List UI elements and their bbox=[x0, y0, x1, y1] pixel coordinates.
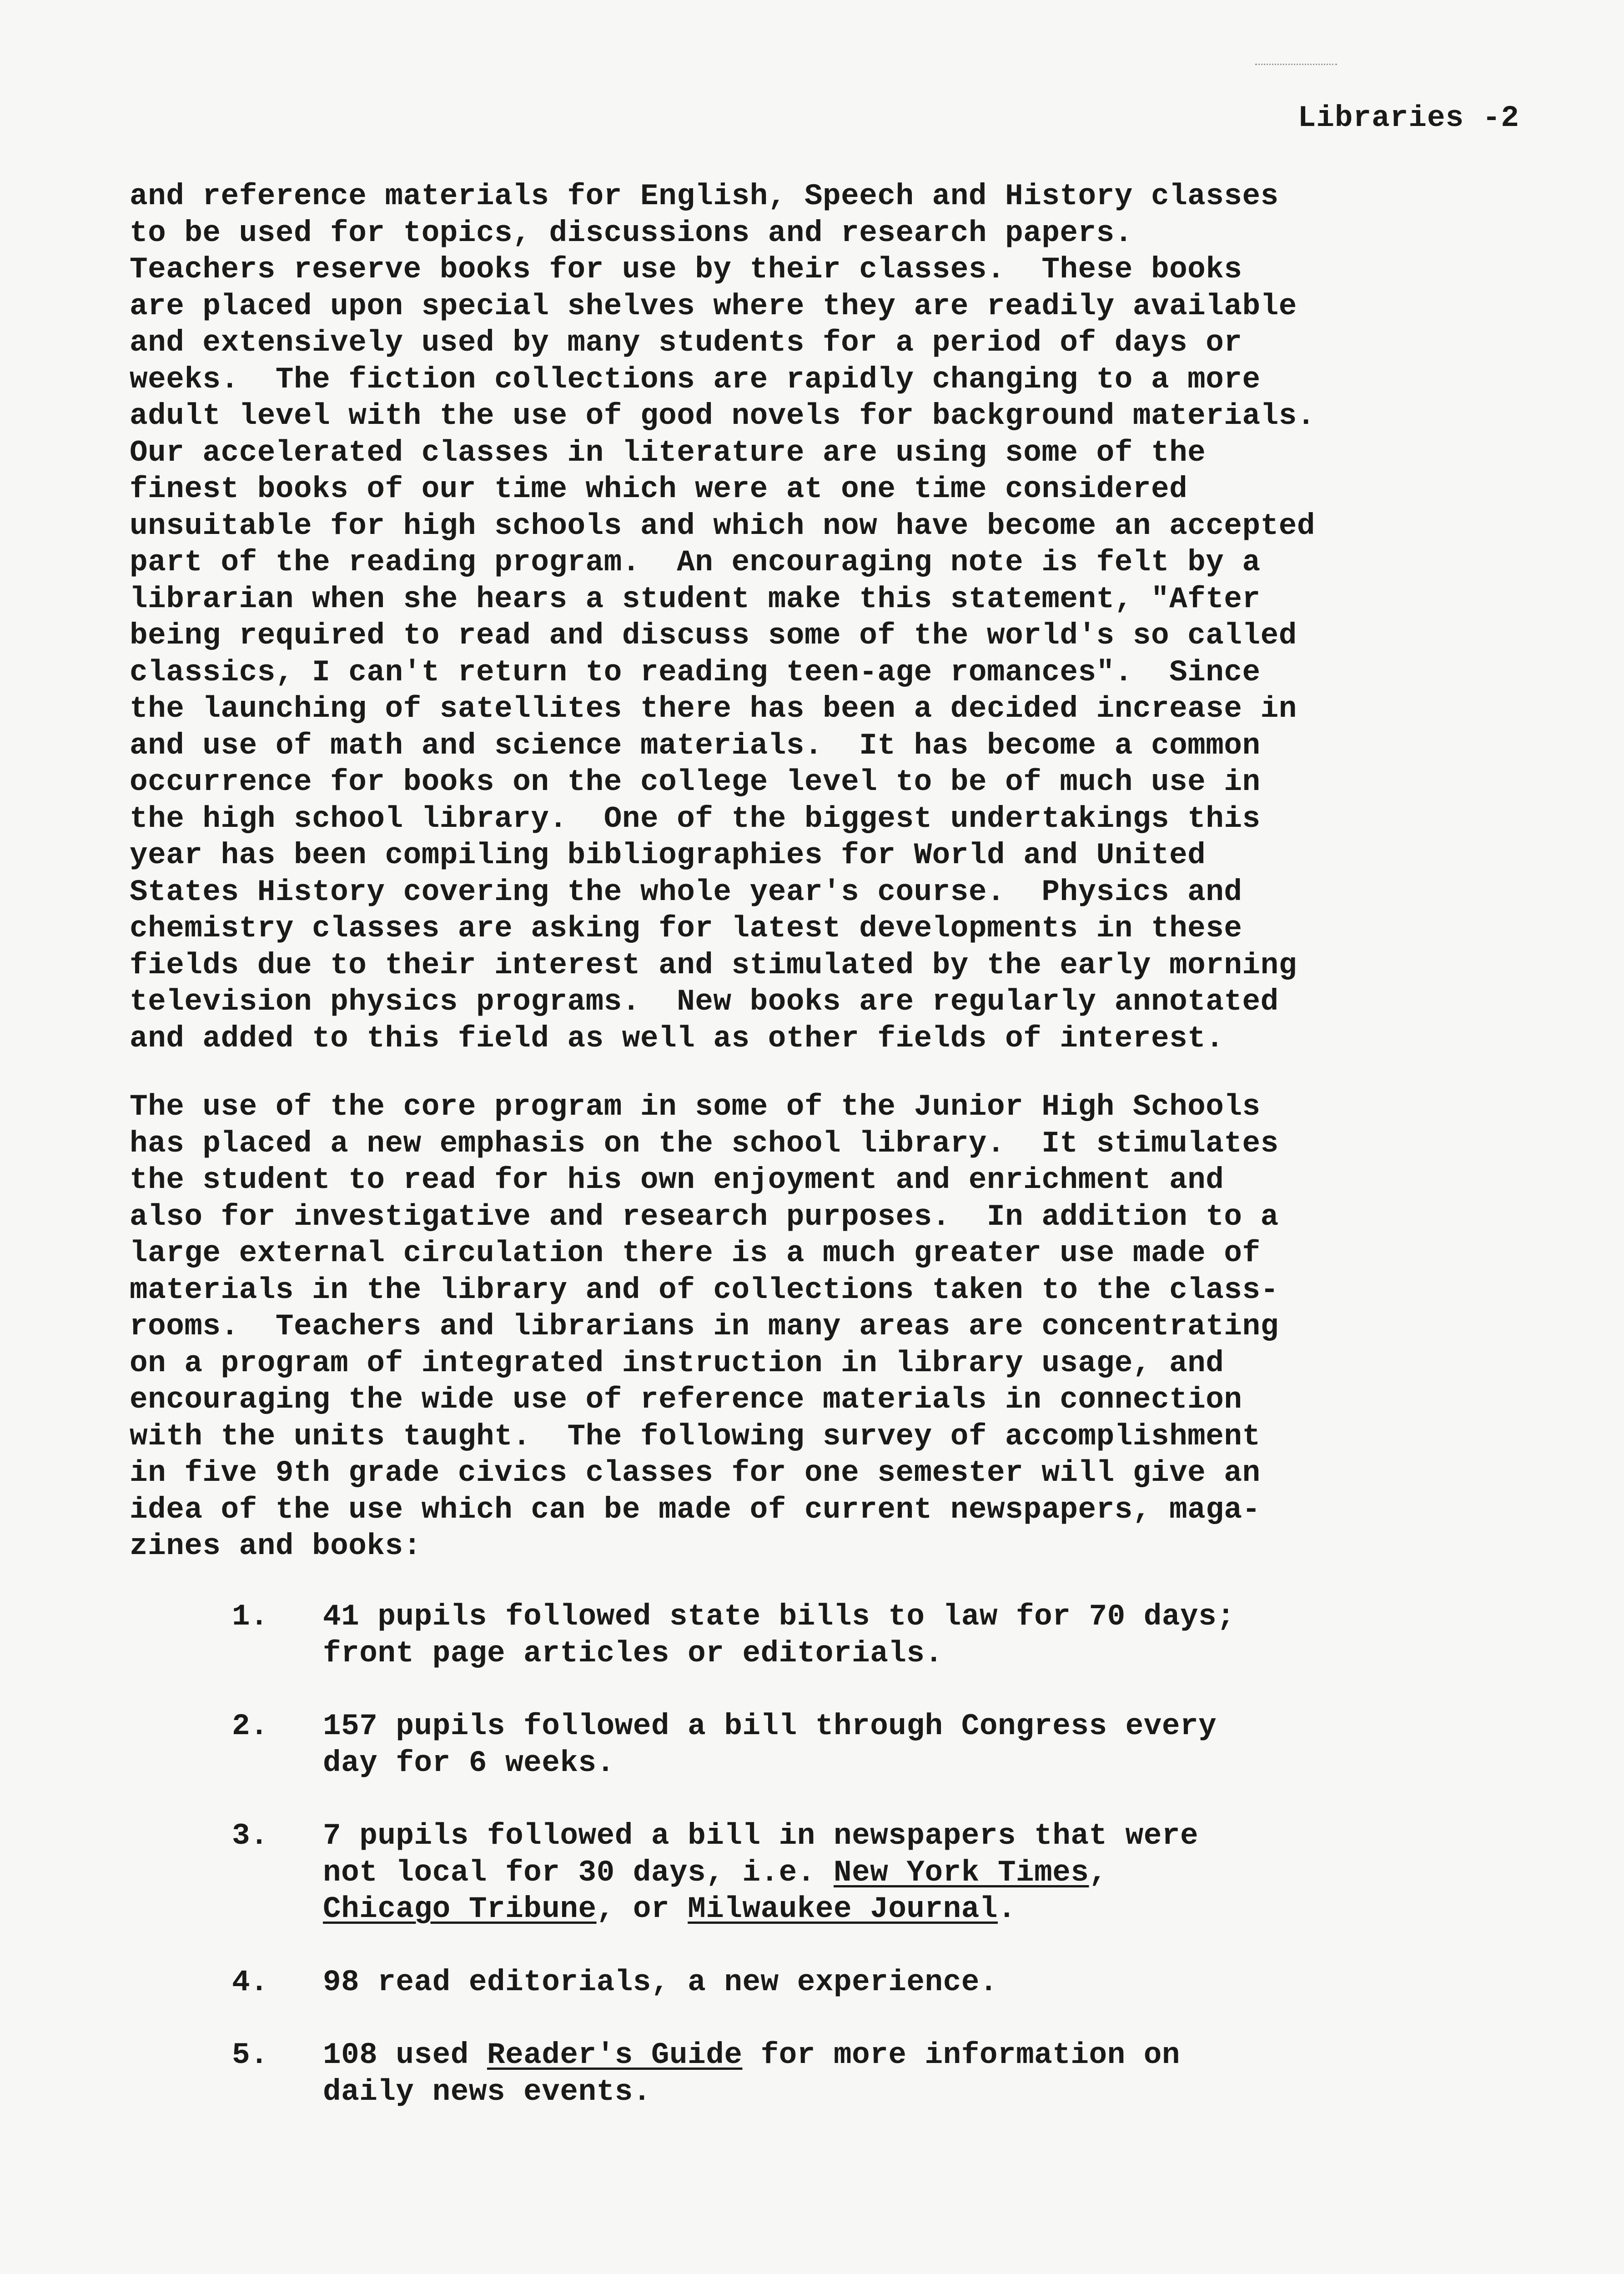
list-item-text: 41 pupils followed state bills to law for 70 days; front page articles or editorials. bbox=[323, 1600, 1235, 1670]
text-line: Our accelerated classes in literature are using some of the bbox=[130, 435, 1206, 470]
text-line: in five 9th grade civics classes for one semester will give an bbox=[130, 1456, 1261, 1490]
text-line: unsuitable for high schools and which now have become an accepted bbox=[130, 508, 1315, 543]
paragraph-2 bbox=[130, 1089, 1558, 1565]
text-line: The use of the core program in some of the Junior High Schools bbox=[130, 1090, 1261, 1124]
text-line: with the units taught. The following survey of accomplishment bbox=[130, 1419, 1261, 1454]
text-line: chemistry classes are asking for latest developments in these bbox=[130, 911, 1242, 946]
text-line: also for investigative and research purposes. In addition to a bbox=[130, 1199, 1279, 1234]
text-line: the high school library. One of the biggest undertakings this bbox=[130, 801, 1261, 836]
list-number: 3. bbox=[232, 1819, 269, 1853]
text-line: and use of math and science materials. It has become a common bbox=[130, 728, 1261, 763]
list-item-1 bbox=[232, 1599, 1551, 1672]
text-line: to be used for topics, discussions and research papers. bbox=[130, 216, 1133, 250]
text-line: and added to this field as well as other fields of interest. bbox=[130, 1021, 1224, 1056]
list-item-4 bbox=[232, 1964, 1551, 2001]
text-line: are placed upon special shelves where they are readily available bbox=[130, 289, 1297, 323]
text-line: zines and books: bbox=[130, 1529, 422, 1563]
scan-artifact bbox=[1255, 64, 1337, 67]
text-line: fields due to their interest and stimulated by the early morning bbox=[130, 948, 1297, 982]
list-number: 2. bbox=[232, 1709, 269, 1743]
text-line: States History covering the whole year's course. Physics and bbox=[130, 875, 1242, 909]
survey-list bbox=[232, 1599, 1551, 2147]
text-line: the launching of satellites there has been a decided increase in bbox=[130, 692, 1297, 726]
list-item-3 bbox=[232, 1818, 1551, 1928]
text-line: large external circulation there is a much greater use made of bbox=[130, 1236, 1261, 1270]
text-line: the student to read for his own enjoyment and enrichment and bbox=[130, 1163, 1224, 1197]
text-line: classics, I can't return to reading teen-age romances". Since bbox=[130, 655, 1261, 689]
text-line: and reference materials for English, Speech and History classes bbox=[130, 179, 1279, 213]
newspaper-title: Chicago Tribune bbox=[323, 1892, 597, 1926]
text-line: Teachers reserve books for use by their classes. These books bbox=[130, 252, 1242, 287]
text-line: encouraging the wide use of reference materials in connection bbox=[130, 1383, 1242, 1417]
list-number: 4. bbox=[232, 1965, 269, 1999]
page-label: Libraries -2 bbox=[1297, 101, 1519, 135]
text-line: has placed a new emphasis on the school library. It stimulates bbox=[130, 1126, 1279, 1161]
list-item-text: 157 pupils followed a bill through Congress every day for 6 weeks. bbox=[323, 1709, 1217, 1780]
publication-title: Reader's Guide bbox=[487, 2038, 743, 2072]
list-number: 1. bbox=[232, 1600, 269, 1634]
text-line: adult level with the use of good novels for background materials. bbox=[130, 399, 1315, 433]
paragraph-1 bbox=[130, 178, 1558, 1057]
text-line: rooms. Teachers and librarians in many areas are concentrating bbox=[130, 1309, 1279, 1343]
list-item-text: 98 read editorials, a new experience. bbox=[323, 1965, 998, 1999]
text-line: on a program of integrated instruction in library usage, and bbox=[130, 1346, 1224, 1380]
newspaper-title: New York Times bbox=[833, 1855, 1089, 1890]
text-line: being required to read and discuss some of the world's so called bbox=[130, 619, 1297, 653]
text-line: year has been compiling bibliographies for World and United bbox=[130, 838, 1206, 872]
text-line: part of the reading program. An encouraging note is felt by a bbox=[130, 545, 1261, 579]
text-line: finest books of our time which were at one time considered bbox=[130, 472, 1188, 506]
text-line: materials in the library and of collections taken to the class- bbox=[130, 1273, 1279, 1307]
text-line: idea of the use which can be made of current newspapers, maga- bbox=[130, 1492, 1261, 1527]
text-line: and extensively used by many students for a period of days or bbox=[130, 326, 1242, 360]
list-item-2 bbox=[232, 1708, 1551, 1781]
text-line: librarian when she hears a student make this statement, "After bbox=[130, 582, 1261, 616]
text-line: occurrence for books on the college level to be of much use in bbox=[130, 765, 1261, 799]
text-line: television physics programs. New books are regularly annotated bbox=[130, 985, 1279, 1019]
list-item-text: 108 used Reader's Guide for more information on daily news events. bbox=[323, 2038, 1181, 2109]
list-number: 5. bbox=[232, 2038, 269, 2072]
list-item-5 bbox=[232, 2037, 1551, 2110]
text-line: weeks. The fiction collections are rapidly changing to a more bbox=[130, 362, 1261, 397]
list-item-text: 7 pupils followed a bill in newspapers that were not local for 30 days, i.e. New York Times, Chicago Tribune, or Milwaukee Journal. bbox=[323, 1819, 1199, 1926]
newspaper-title: Milwaukee Journal bbox=[688, 1892, 998, 1926]
